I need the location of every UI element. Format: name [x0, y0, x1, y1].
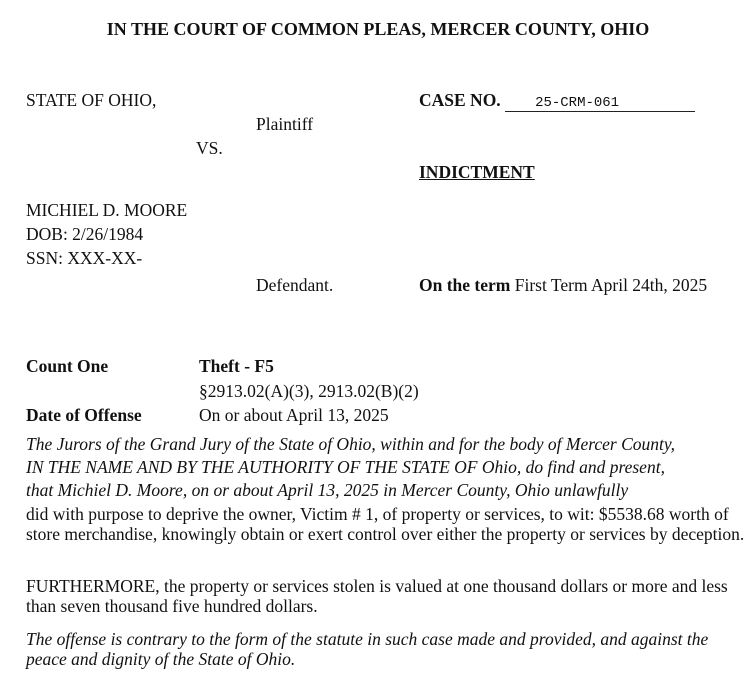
jurors-line-2: IN THE NAME AND BY THE AUTHORITY OF THE STATE OF Ohio, do find and present,	[26, 457, 665, 477]
court-title: IN THE COURT OF COMMON PLEAS, MERCER COUNTY, OHIO	[106, 19, 650, 39]
date-of-offense-value: On or about April 13, 2025	[199, 405, 389, 425]
jurors-line-1: The Jurors of the Grand Jury of the State of Ohio, within and for the body of Mercer County,	[26, 434, 676, 454]
vs-label: VS.	[196, 138, 223, 158]
plaintiff-name: STATE OF OHIO,	[26, 90, 157, 110]
defendant-name: MICHIEL D. MOORE	[26, 200, 188, 220]
document-type: INDICTMENT	[419, 162, 535, 182]
defendant-label: Defendant.	[256, 275, 334, 295]
closing-paragraph: The offense is contrary to the form of the statute in such case made and provided, and against the peace and dignity of the State of Ohio.	[26, 629, 709, 669]
term-label: On the term	[419, 275, 511, 295]
jurors-line-3: that Michiel D. Moore, on or about April 13, 2025 in Mercer County, Ohio unlawfully	[26, 480, 629, 500]
case-no-label: CASE NO.	[419, 90, 501, 110]
term-line	[419, 275, 707, 295]
furthermore-paragraph: FURTHERMORE, the property or services stolen is valued at one thousand dollars or more and less than seven thousand five hundred dollars.	[26, 576, 728, 616]
defendant-ssn: SSN: XXX-XX-	[26, 248, 143, 268]
charge-paragraph: did with purpose to deprive the owner, Victim # 1, of property or services, to wit: $5538.68 worth of store merchandise, knowingly obtain or exert control over either the property or services by deception.	[26, 504, 745, 544]
term-value: First Term April 24th, 2025	[514, 275, 708, 295]
offense-name: Theft - F5	[199, 356, 274, 376]
plaintiff-label: Plaintiff	[256, 114, 314, 134]
date-of-offense-label: Date of Offense	[26, 405, 142, 425]
defendant-dob: DOB: 2/26/1984	[26, 224, 144, 244]
statute: §2913.02(A)(3), 2913.02(B)(2)	[199, 381, 419, 401]
case-no-value: 25-CRM-061	[505, 95, 695, 112]
count-label: Count One	[26, 356, 109, 376]
case-number	[419, 90, 695, 112]
